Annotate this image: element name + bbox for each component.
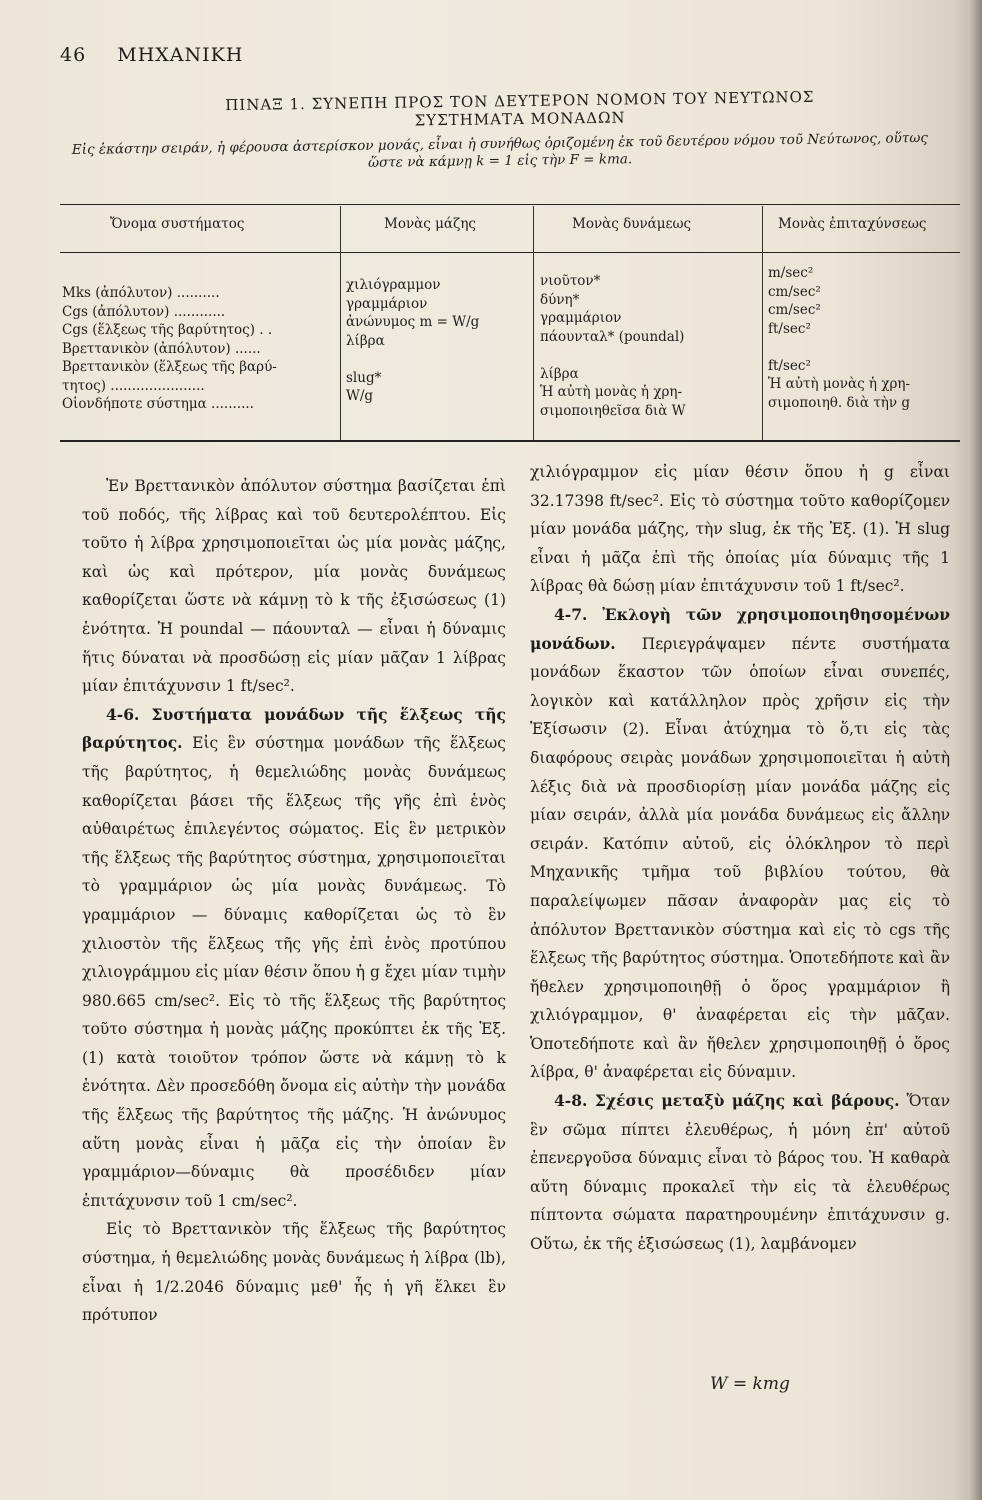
table-col-divider-2	[533, 206, 534, 440]
table-bottom-rule	[60, 440, 960, 442]
section-text: Ὅταν ἓν σῶμα πίπτει ἐλευθέρως, ἡ μόνη ἐπ' αὐτοῦ ἐπενεργοῦσα δύναμις εἶναι τὸ βάρος του. Ἡ καθαρὰ αὕτη δύναμις προκαλεῖ τὴν εἰς τὰ ἐλευθέρως πίπτοντα σώματα παρατηρουμένην ἐπιτάχυνσιν g. Οὕτω, ἐκ τῆς ἐξισώσεως (1), λαμβάνομεν	[530, 1092, 950, 1254]
table-cell: τητος) ......................	[62, 377, 205, 394]
table-cell: Ἡ αὐτὴ μονὰς ἡ χρη-	[540, 384, 683, 400]
table-cell: Cgs (ἀπόλυτον) ............	[62, 303, 226, 320]
table-cell	[540, 346, 686, 365]
section-4-8	[530, 1087, 950, 1259]
table-header-acceleration: Μονὰς ἐπιταχύνσεως	[778, 216, 927, 232]
table-cell: Βρεττανικὸν (ἕλξεως τῆς βαρύ-	[62, 359, 277, 375]
table-col-system	[62, 284, 277, 414]
table-title	[140, 87, 900, 134]
table-header-system: Ὄνομα συστήματος	[110, 216, 245, 232]
table-header-mass: Μονὰς μάζης	[384, 216, 476, 232]
table-cell: νιοῦτον*	[540, 273, 601, 289]
table-cell: λίβρα	[540, 365, 579, 382]
table-cell: σιμοποιηθ. διὰ τὴν g	[768, 394, 911, 411]
left-text-column	[82, 472, 506, 1330]
section-heading: 4-6. Συστήματα μονάδων τῆς ἕλξεως τῆς βαρύτητος.	[82, 704, 506, 753]
table-cell: W/g	[346, 388, 374, 404]
section-4-7	[530, 601, 950, 1087]
table-cell: Οἱονδήποτε σύστημα ..........	[62, 396, 254, 412]
table-cell: πάουνταλ* (poundal)	[540, 328, 685, 345]
table-header-force: Μονὰς δυνάμεως	[572, 216, 692, 232]
table-cell: γραμμάριον	[540, 310, 622, 326]
table-col-mass	[346, 276, 479, 406]
section-4-6	[82, 701, 506, 1216]
page-header	[60, 44, 267, 66]
section-text: Εἰς ἓν σύστημα μονάδων τῆς ἕλξεως τῆς βαρύτητος, ἡ θεμελιώδης μονὰς δυνάμεως καθορίζεται βάσει τῆς ἕλξεως τῆς γῆς ἐπὶ ἑνὸς αὐθαιρέτως ἐπιλεγέντος σώματος. Εἰς ἓν μετρικὸν τῆς ἕλξεως τῆς βαρύτητος σύστημα, χρησιμοποιεῖται τὸ γραμμάριον ὡς μία μονὰς δυνάμεως. Τὸ γραμμάριον — δύναμις καθορίζεται ὡς τὸ ἓν χιλιοστὸν τῆς ἕλξεως τῆς γῆς ἐπὶ ἑνὸς προτύπου χιλιογράμμου εἰς μίαν θέσιν ὅπου ἡ g ἔχει μίαν τιμὴν 980.665 cm/sec². Εἰς τὸ τῆς ἕλξεως τῆς βαρύτητος τοῦτο σύστημα ἡ μονὰς μάζης προκύπτει ἐκ τῆς Ἐξ. (1) κατὰ τοιοῦτον τρόπον ὥστε νὰ κάμνῃ τὸ k ἑνότητα. Δὲν προσεδόθη ὄνομα εἰς αὐτὴν τὴν μονάδα τῆς ἕλξεως τῆς βαρύτητος τῆς μάζης. Ἡ ἀνώνυμος αὕτη μονὰς εἶναι ἡ μᾶζα εἰς τὴν ὁποίαν ἓν γραμμάριον—δύναμις θὰ προσέδιδεν μίαν ἐπιτάχυνσιν τοῦ 1 cm/sec².	[82, 734, 506, 1210]
table-cell: λίβρα	[346, 332, 385, 349]
table-cell: Cgs (ἕλξεως τῆς βαρύτητος) . .	[62, 322, 273, 338]
section-heading: 4-7. Ἐκλογὴ τῶν χρησιμοποιηθησομένων μονάδων.	[530, 604, 950, 653]
table-col-divider-3	[762, 206, 763, 440]
table-note: Εἰς ἑκάστην σειράν, ἡ φέρουσα ἀστερίσκον μονάς, εἶναι ἡ συνήθως ὁριζομένη ἐκ τοῦ δευτέρου νόμου τοῦ Νεύτωνος, οὕτως ὥστε νὰ κάμνῃ k = 1 εἰς τὴν F = kma.	[71, 130, 928, 171]
table-cell: m/sec²	[768, 265, 814, 281]
table-title-line2: ΣΥΣΤΗΜΑΤΑ ΜΟΝΑΔΩΝ	[414, 108, 626, 130]
paragraph: χιλιόγραμμον εἰς μίαν θέσιν ὅπου ἡ g εἶναι 32.17398 ft/sec². Εἰς τὸ σύστημα τοῦτο καθορίζομεν μίαν μονάδα μάζης, τὴν slug, ἐκ τῆς Ἐξ. (1). Ἡ slug εἶναι ἡ μᾶζα ἐπὶ τῆς ὁποίας μία δύναμις τῆς 1 λίβρας θὰ δώσῃ μίαν ἐπιτάχυνσιν τοῦ 1 ft/sec².	[530, 463, 950, 596]
table-cell: Ἡ αὐτὴ μονὰς ἡ χρη-	[768, 376, 911, 392]
table-cell: γραμμάριον	[346, 295, 428, 312]
table-cell: slug*	[346, 369, 382, 386]
table-cell: cm/sec²	[768, 283, 821, 300]
table-cell: ft/sec²	[768, 357, 811, 374]
table-cell	[768, 338, 910, 357]
paragraph: Ἐν Βρεττανικὸν ἀπόλυτον σύστημα βασίζεται ἐπὶ τοῦ ποδός, τῆς λίβρας καὶ τοῦ δευτερολέπτου. Εἰς τοῦτο ἡ λίβρα χρησιμοποιεῖται ὡς μία μονὰς μάζης, καὶ ὡς καὶ πρότερον, μία μονὰς δυνάμεως καθορίζεται ὥστε νὰ κάμνῃ τὸ k τῆς ἐξισώσεως (1) ἑνότητα. Ἡ poundal — πάουνταλ — εἶναι ἡ δύναμις ἥτις δύναται νὰ προσδώσῃ εἰς μίαν μᾶζαν 1 λίβρας μίαν ἐπιτάχυνσιν 1 ft/sec².	[82, 477, 506, 696]
paragraph: Εἰς τὸ Βρεττανικὸν τῆς ἕλξεως τῆς βαρύτητος σύστημα, ἡ θεμελιώδης μονὰς δυνάμεως ἡ λίβρα (lb), εἶναι ἡ 1/2.2046 δύναμις μεθ' ἧς ἡ γῆ ἕλκει ἓν πρότυπον	[82, 1220, 506, 1325]
table-col-divider-1	[340, 206, 341, 440]
table-cell: Βρεττανικὸν (ἀπόλυτον) ......	[62, 340, 261, 357]
table-cell: δύνη*	[540, 291, 580, 308]
running-title: ΜΗΧΑΝΙΚΗ	[117, 44, 244, 66]
table-col-acceleration	[768, 264, 910, 412]
table-cell: ἀνώνυμος m = W/g	[346, 314, 480, 330]
page-edge-shadow	[968, 0, 982, 1500]
table-top-rule	[60, 204, 960, 205]
table-title-line1: ΠΙΝΑΞ 1. ΣΥΝΕΠΗ ΠΡΟΣ ΤΟΝ ΔΕΥΤΕΡΟΝ ΝΟΜΟΝ ΤΟΥ ΝΕΥΤΩΝΟΣ	[225, 87, 815, 115]
table-cell: σιμοποιηθεῖσα διὰ W	[540, 402, 686, 419]
table-cell: χιλιόγραμμον	[346, 277, 441, 293]
equation: W = kmg	[710, 1374, 790, 1394]
table-cell	[346, 350, 479, 369]
right-text-column	[530, 458, 950, 1259]
table-cell: cm/sec²	[768, 302, 821, 318]
section-text: Περιεγράψαμεν πέντε συστήματα μονάδων ἕκαστον τῶν ὁποίων εἶναι συνεπές, λογικὸν καὶ κατάλληλον πρὸς χρῆσιν εἰς τὴν Ἐξίσωσιν (2). Εἶναι ἀτύχημα τὸ ὅ,τι εἰς τὰς διαφόρους σειρὰς μονάδων χρησιμοποιεῖται ἡ αὐτὴ λέξις διὰ νὰ προσδιορίσῃ μίαν μονάδα μάζης εἰς μίαν σειράν, ἀλλὰ μία μονάδα δυνάμεως εἰς ἄλλην σειράν. Κατόπιν αὐτοῦ, εἰς ὁλόκληρον τὸ περὶ Μηχανικῆς τμῆμα τοῦ βιβλίου τούτου, θὰ παραλείψωμεν πᾶσαν ἀναφορὰν μας εἰς τὸ ἀπόλυτον Βρεττανικὸν σύστημα καὶ εἰς τὸ cgs τῆς ἕλξεως τῆς βαρύτητος σύστημα. Ὁποτεδήποτε καὶ ἂν ἤθελεν χρησιμοποιηθῇ ὁ ὅρος γραμμάριον ἢ χιλιόγραμμον, θ' ἀναφέρεται εἰς τὴν μᾶζαν. Ὁποτεδήποτε καὶ ἂν ἤθελεν χρησιμοποιηθῇ ὁ ὅρος λίβρα, θ' ἀναφέρεται εἰς δύναμιν.	[530, 634, 950, 1082]
table-header-rule	[60, 252, 960, 253]
section-heading: 4-8. Σχέσις μεταξὺ μάζης καὶ βάρους.	[554, 1091, 900, 1111]
table-col-force	[540, 272, 686, 420]
table-cell: ft/sec²	[768, 320, 811, 337]
page-number: 46	[60, 44, 87, 66]
table-cell: Mks (ἀπόλυτον) ..........	[62, 285, 220, 301]
